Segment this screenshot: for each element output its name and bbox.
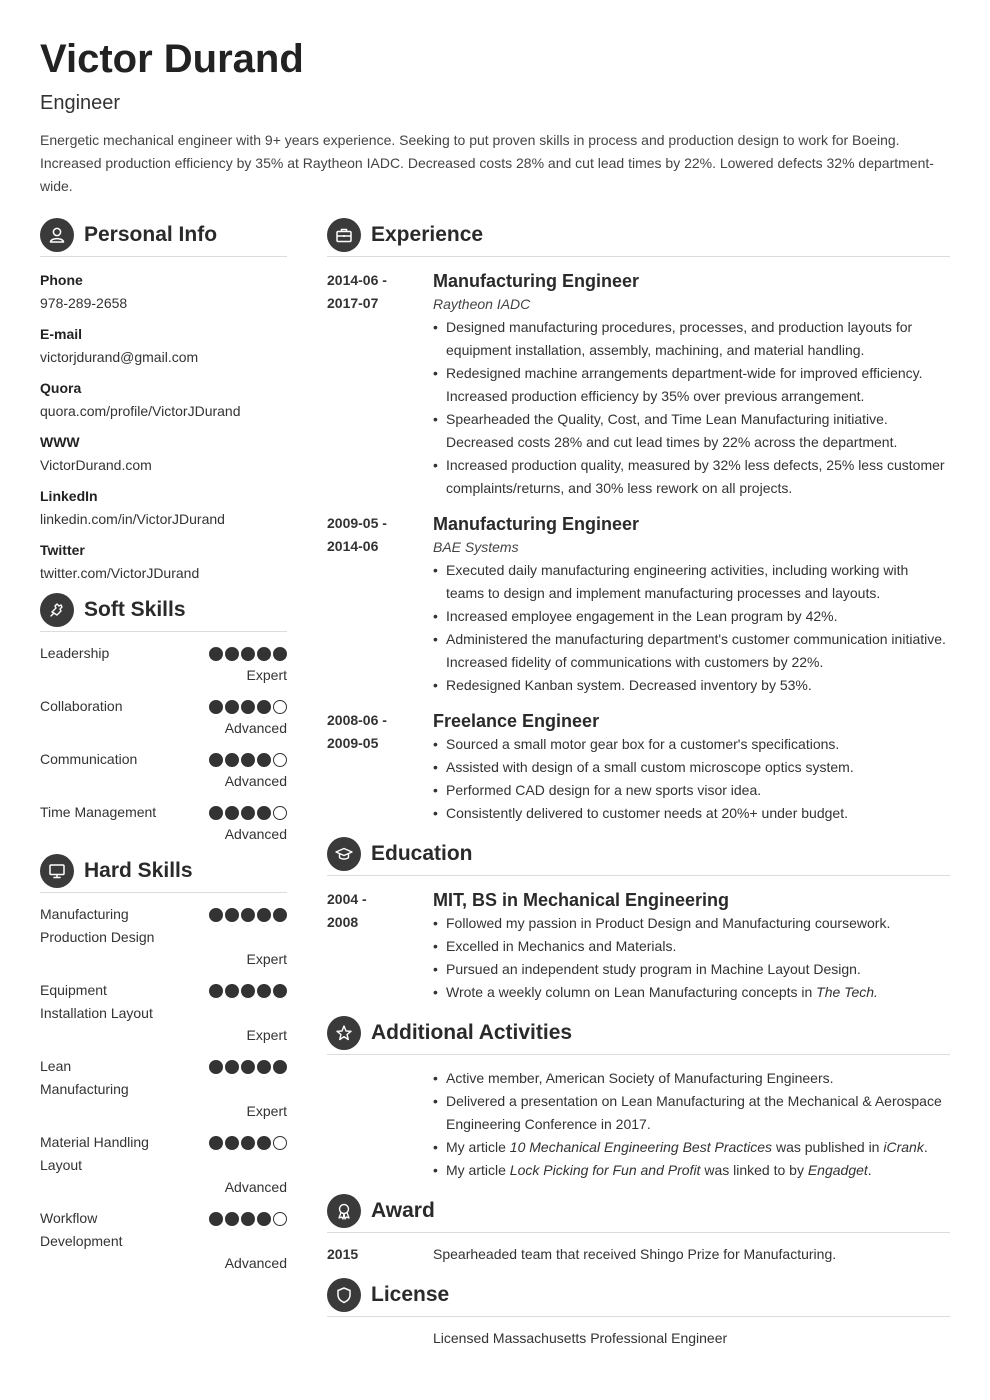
- bullet-item: • Active member, American Society of Manufacturing Engineers.: [433, 1067, 950, 1090]
- skill-item: [40, 979, 287, 1047]
- skill-rating: [209, 1055, 287, 1074]
- contact-label: Twitter: [40, 542, 85, 558]
- rating-dot-filled: [273, 908, 287, 922]
- award-text: Spearheaded team that received Shingo Prize for Manufacturing.: [433, 1246, 837, 1262]
- contact-label: Phone: [40, 272, 83, 288]
- skill-rating: [209, 695, 287, 714]
- bullet-item: • Consistently delivered to customer needs at 20%+ under budget.: [433, 802, 950, 825]
- rating-dot-filled: [225, 1136, 239, 1150]
- skill-rating: [209, 801, 287, 820]
- rating-dot-filled: [257, 984, 271, 998]
- bullet-list: [433, 912, 950, 1004]
- skill-rating: [209, 748, 287, 767]
- skill-level: Advanced: [224, 826, 287, 842]
- award-ribbon-icon: [327, 1194, 361, 1228]
- rating-dot-filled: [209, 700, 223, 714]
- graduation-cap-icon: [327, 837, 361, 871]
- personal-info-list: [40, 269, 287, 585]
- skill-name: Communication: [40, 751, 138, 767]
- contact-label: LinkedIn: [40, 488, 98, 504]
- contact-label: E-mail: [40, 326, 83, 342]
- job-role: Manufacturing Engineer: [433, 271, 640, 291]
- skill-level: Expert: [246, 951, 287, 967]
- briefcase-icon: [327, 218, 361, 252]
- bullet-item: [433, 1136, 950, 1159]
- contact-value: VictorDurand.com: [40, 457, 152, 473]
- rating-dot-filled: [273, 1060, 287, 1074]
- experience-heading: [327, 218, 950, 257]
- activities-entry: [327, 1067, 950, 1182]
- contact-phone: [40, 269, 287, 315]
- hard-skills-list: [40, 903, 287, 1275]
- award-entry: [327, 1243, 950, 1266]
- rating-dot-filled: [225, 908, 239, 922]
- skill-rating: [209, 1131, 287, 1150]
- skill-name: Manufacturing Production Design: [40, 906, 155, 945]
- skill-name: Equipment Installation Layout: [40, 982, 153, 1021]
- company-name: Raytheon IADC: [433, 296, 531, 312]
- skill-rating: [209, 979, 287, 998]
- license-title: License: [371, 1283, 450, 1306]
- rating-dot-filled: [257, 647, 271, 661]
- skill-item: [40, 1055, 287, 1123]
- skill-name: Material Handling Layout: [40, 1134, 149, 1173]
- rating-dot-empty: [273, 700, 287, 714]
- bullet-text: was linked to by: [700, 1162, 808, 1178]
- left-column: [40, 218, 287, 1283]
- job-role: Manufacturing Engineer: [433, 514, 640, 534]
- bullet-item: • Spearheaded the Quality, Cost, and Time Lean Manufacturing initiative. Decreased costs 28% and cut lead times by 22% across the department.: [433, 408, 950, 454]
- rating-dot-filled: [209, 1136, 223, 1150]
- entry-date: [327, 512, 433, 697]
- rating-dot-filled: [241, 908, 255, 922]
- puzzle-hand-icon: [40, 593, 74, 627]
- rating-dot-filled: [257, 700, 271, 714]
- contact-value: twitter.com/VictorJDurand: [40, 565, 200, 581]
- bullet-item: • Pursued an independent study program in Machine Layout Design.: [433, 958, 950, 981]
- skill-item: [40, 903, 287, 971]
- rating-dot-filled: [209, 908, 223, 922]
- bullet-item: • Excelled in Mechanics and Materials.: [433, 935, 950, 958]
- rating-dot-filled: [209, 1060, 223, 1074]
- publication-name: Engadget: [807, 1162, 868, 1178]
- bullet-text: Wrote a weekly column on Lean Manufacturing concepts in: [446, 984, 817, 1000]
- rating-dot-filled: [257, 1060, 271, 1074]
- license-text: Licensed Massachusetts Professional Engineer: [433, 1330, 728, 1346]
- skill-name: Time Management: [40, 804, 157, 820]
- bullet-item: • Executed daily manufacturing engineering activities, including working with teams to design and implement manufacturing processes and layouts.: [433, 559, 950, 605]
- date-end: 2009-05: [327, 735, 379, 751]
- candidate-name: Victor Durand: [40, 37, 304, 81]
- personal-info-title: Personal Info: [84, 223, 218, 246]
- contact-email: [40, 323, 287, 369]
- bullet-text: My article: [446, 1139, 510, 1155]
- activities-heading: [327, 1016, 950, 1055]
- rating-dot-filled: [273, 984, 287, 998]
- star-badge-icon: [327, 1016, 361, 1050]
- rating-dot-filled: [241, 753, 255, 767]
- skill-level: Expert: [246, 1027, 287, 1043]
- bullet-list: [433, 1067, 950, 1182]
- soft-skills-list: [40, 642, 287, 846]
- rating-dot-filled: [241, 1136, 255, 1150]
- rating-dot-filled: [225, 1060, 239, 1074]
- skill-level: Advanced: [224, 1179, 287, 1195]
- rating-dot-filled: [209, 984, 223, 998]
- license-entry: [327, 1327, 950, 1350]
- rating-dot-filled: [225, 806, 239, 820]
- profile-summary: Energetic mechanical engineer with 9+ years experience. Seeking to put proven skills in process and production design to work for Boeing. Increased production efficiency by 35% at Raytheon IADC. Decreased costs 28% and cut lead times by 22%. Lowered defects 32% department-wide.: [40, 132, 934, 194]
- rating-dot-filled: [241, 806, 255, 820]
- contact-twitter: [40, 539, 287, 585]
- date-start: 2009-05 -: [327, 515, 387, 531]
- skill-level: Advanced: [224, 773, 287, 789]
- degree-title: MIT, BS in Mechanical Engineering: [433, 890, 730, 910]
- soft-skills-heading: [40, 593, 287, 632]
- activities-title: Additional Activities: [371, 1021, 573, 1044]
- rating-dot-filled: [241, 1212, 255, 1226]
- contact-value: victorjdurand@gmail.com: [40, 349, 199, 365]
- award-heading: [327, 1194, 950, 1233]
- rating-dot-filled: [225, 700, 239, 714]
- user-icon: [40, 218, 74, 252]
- soft-skills-title: Soft Skills: [84, 598, 186, 621]
- rating-dot-filled: [257, 806, 271, 820]
- skill-name: Leadership: [40, 645, 110, 661]
- bullet-item: • Performed CAD design for a new sports visor idea.: [433, 779, 950, 802]
- company-name: BAE Systems: [433, 539, 519, 555]
- contact-quora: [40, 377, 287, 423]
- date-end: 2014-06: [327, 538, 379, 554]
- bullet-text: My article: [446, 1162, 510, 1178]
- education-title: Education: [371, 842, 473, 865]
- rating-dot-filled: [257, 908, 271, 922]
- rating-dot-filled: [241, 984, 255, 998]
- bullet-item: • Assisted with design of a small custom microscope optics system.: [433, 756, 950, 779]
- bullet-text: was published in: [772, 1139, 884, 1155]
- experience-entry: [327, 709, 950, 825]
- rating-dot-filled: [225, 647, 239, 661]
- date-start: 2008-06 -: [327, 712, 387, 728]
- contact-label: Quora: [40, 380, 82, 396]
- date-start: 2004 -: [327, 891, 367, 907]
- right-column: [327, 218, 950, 1350]
- rating-dot-filled: [209, 1212, 223, 1226]
- publication-name: iCrank: [883, 1139, 924, 1155]
- bullet-text: .: [867, 1162, 872, 1178]
- shield-icon: [327, 1278, 361, 1312]
- rating-dot-empty: [273, 1212, 287, 1226]
- rating-dot-filled: [273, 647, 287, 661]
- bullet-item: • Designed manufacturing procedures, processes, and production layouts for equipment installation, assembly, machining, and material handling.: [433, 316, 950, 362]
- contact-www: [40, 431, 287, 477]
- contact-value: linkedin.com/in/VictorJDurand: [40, 511, 225, 527]
- rating-dot-filled: [209, 753, 223, 767]
- skill-item: [40, 801, 287, 846]
- entry-date: [327, 269, 433, 500]
- contact-linkedin: [40, 485, 287, 531]
- entry-date: [327, 709, 433, 825]
- date-start: 2014-06 -: [327, 272, 387, 288]
- skill-level: Expert: [246, 667, 287, 683]
- skill-item: [40, 1131, 287, 1199]
- skill-level: Advanced: [224, 720, 287, 736]
- bullet-item: • Sourced a small motor gear box for a customer's specifications.: [433, 733, 950, 756]
- bullet-item: • Redesigned Kanban system. Decreased inventory by 53%.: [433, 674, 950, 697]
- skill-item: [40, 1207, 287, 1275]
- hard-skills-title: Hard Skills: [84, 859, 193, 882]
- skill-name: Workflow Development: [40, 1210, 123, 1249]
- bullet-item: • Administered the manufacturing department's customer communication initiative. Increased fidelity of communications with customers by 22%.: [433, 628, 950, 674]
- publication-name: The Tech.: [816, 984, 878, 1000]
- entry-date: [327, 888, 433, 1004]
- date-end: 2008: [327, 914, 359, 930]
- experience-entry: [327, 269, 950, 500]
- bullet-item: [433, 981, 950, 1004]
- rating-dot-filled: [257, 753, 271, 767]
- rating-dot-empty: [273, 753, 287, 767]
- rating-dot-filled: [209, 647, 223, 661]
- skill-level: Advanced: [224, 1255, 287, 1271]
- bullet-text: .: [923, 1139, 928, 1155]
- monitor-icon: [40, 854, 74, 888]
- job-role: Freelance Engineer: [433, 711, 600, 731]
- rating-dot-empty: [273, 806, 287, 820]
- bullet-item: [433, 1159, 950, 1182]
- bullet-list: [433, 559, 950, 697]
- article-title: Lock Picking for Fun and Profit: [509, 1162, 701, 1178]
- bullet-item: • Followed my passion in Product Design and Manufacturing coursework.: [433, 912, 950, 935]
- contact-value: quora.com/profile/VictorJDurand: [40, 403, 241, 419]
- contact-value: 978-289-2658: [40, 295, 128, 311]
- bullet-item: • Increased production quality, measured by 32% less defects, 25% less customer complaints/returns, and 30% less rework on all projects.: [433, 454, 950, 500]
- education-entry: [327, 888, 950, 1004]
- skill-rating: [209, 1207, 287, 1226]
- education-heading: [327, 837, 950, 876]
- skill-rating: [209, 903, 287, 922]
- bullet-item: • Delivered a presentation on Lean Manufacturing at the Mechanical & Aerospace Engineering Conference in 2017.: [433, 1090, 950, 1136]
- bullet-item: • Redesigned machine arrangements department-wide for improved efficiency. Increased production efficiency by 35% over previous arrangement.: [433, 362, 950, 408]
- rating-dot-filled: [225, 753, 239, 767]
- skill-rating: [209, 642, 287, 661]
- bullet-item: • Increased employee engagement in the Lean program by 42%.: [433, 605, 950, 628]
- skill-item: [40, 748, 287, 793]
- rating-dot-filled: [225, 1212, 239, 1226]
- skill-item: [40, 642, 287, 687]
- experience-entry: [327, 512, 950, 697]
- skill-name: Collaboration: [40, 698, 123, 714]
- job-title: Engineer: [40, 92, 121, 114]
- bullet-list: [433, 733, 950, 825]
- rating-dot-filled: [241, 647, 255, 661]
- license-heading: [327, 1278, 950, 1317]
- rating-dot-filled: [241, 700, 255, 714]
- rating-dot-filled: [241, 1060, 255, 1074]
- rating-dot-filled: [225, 984, 239, 998]
- date-end: 2017-07: [327, 295, 379, 311]
- article-title: 10 Mechanical Engineering Best Practices: [509, 1139, 773, 1155]
- skill-name: Lean Manufacturing: [40, 1058, 129, 1097]
- skill-level: Expert: [246, 1103, 287, 1119]
- bullet-list: [433, 316, 950, 500]
- rating-dot-empty: [273, 1136, 287, 1150]
- rating-dot-filled: [257, 1212, 271, 1226]
- personal-info-heading: [40, 218, 287, 257]
- award-title: Award: [371, 1199, 435, 1222]
- rating-dot-filled: [209, 806, 223, 820]
- contact-label: WWW: [40, 434, 80, 450]
- hard-skills-heading: [40, 854, 287, 893]
- experience-title: Experience: [371, 223, 484, 246]
- skill-item: [40, 695, 287, 740]
- rating-dot-filled: [257, 1136, 271, 1150]
- award-year: 2015: [327, 1246, 359, 1262]
